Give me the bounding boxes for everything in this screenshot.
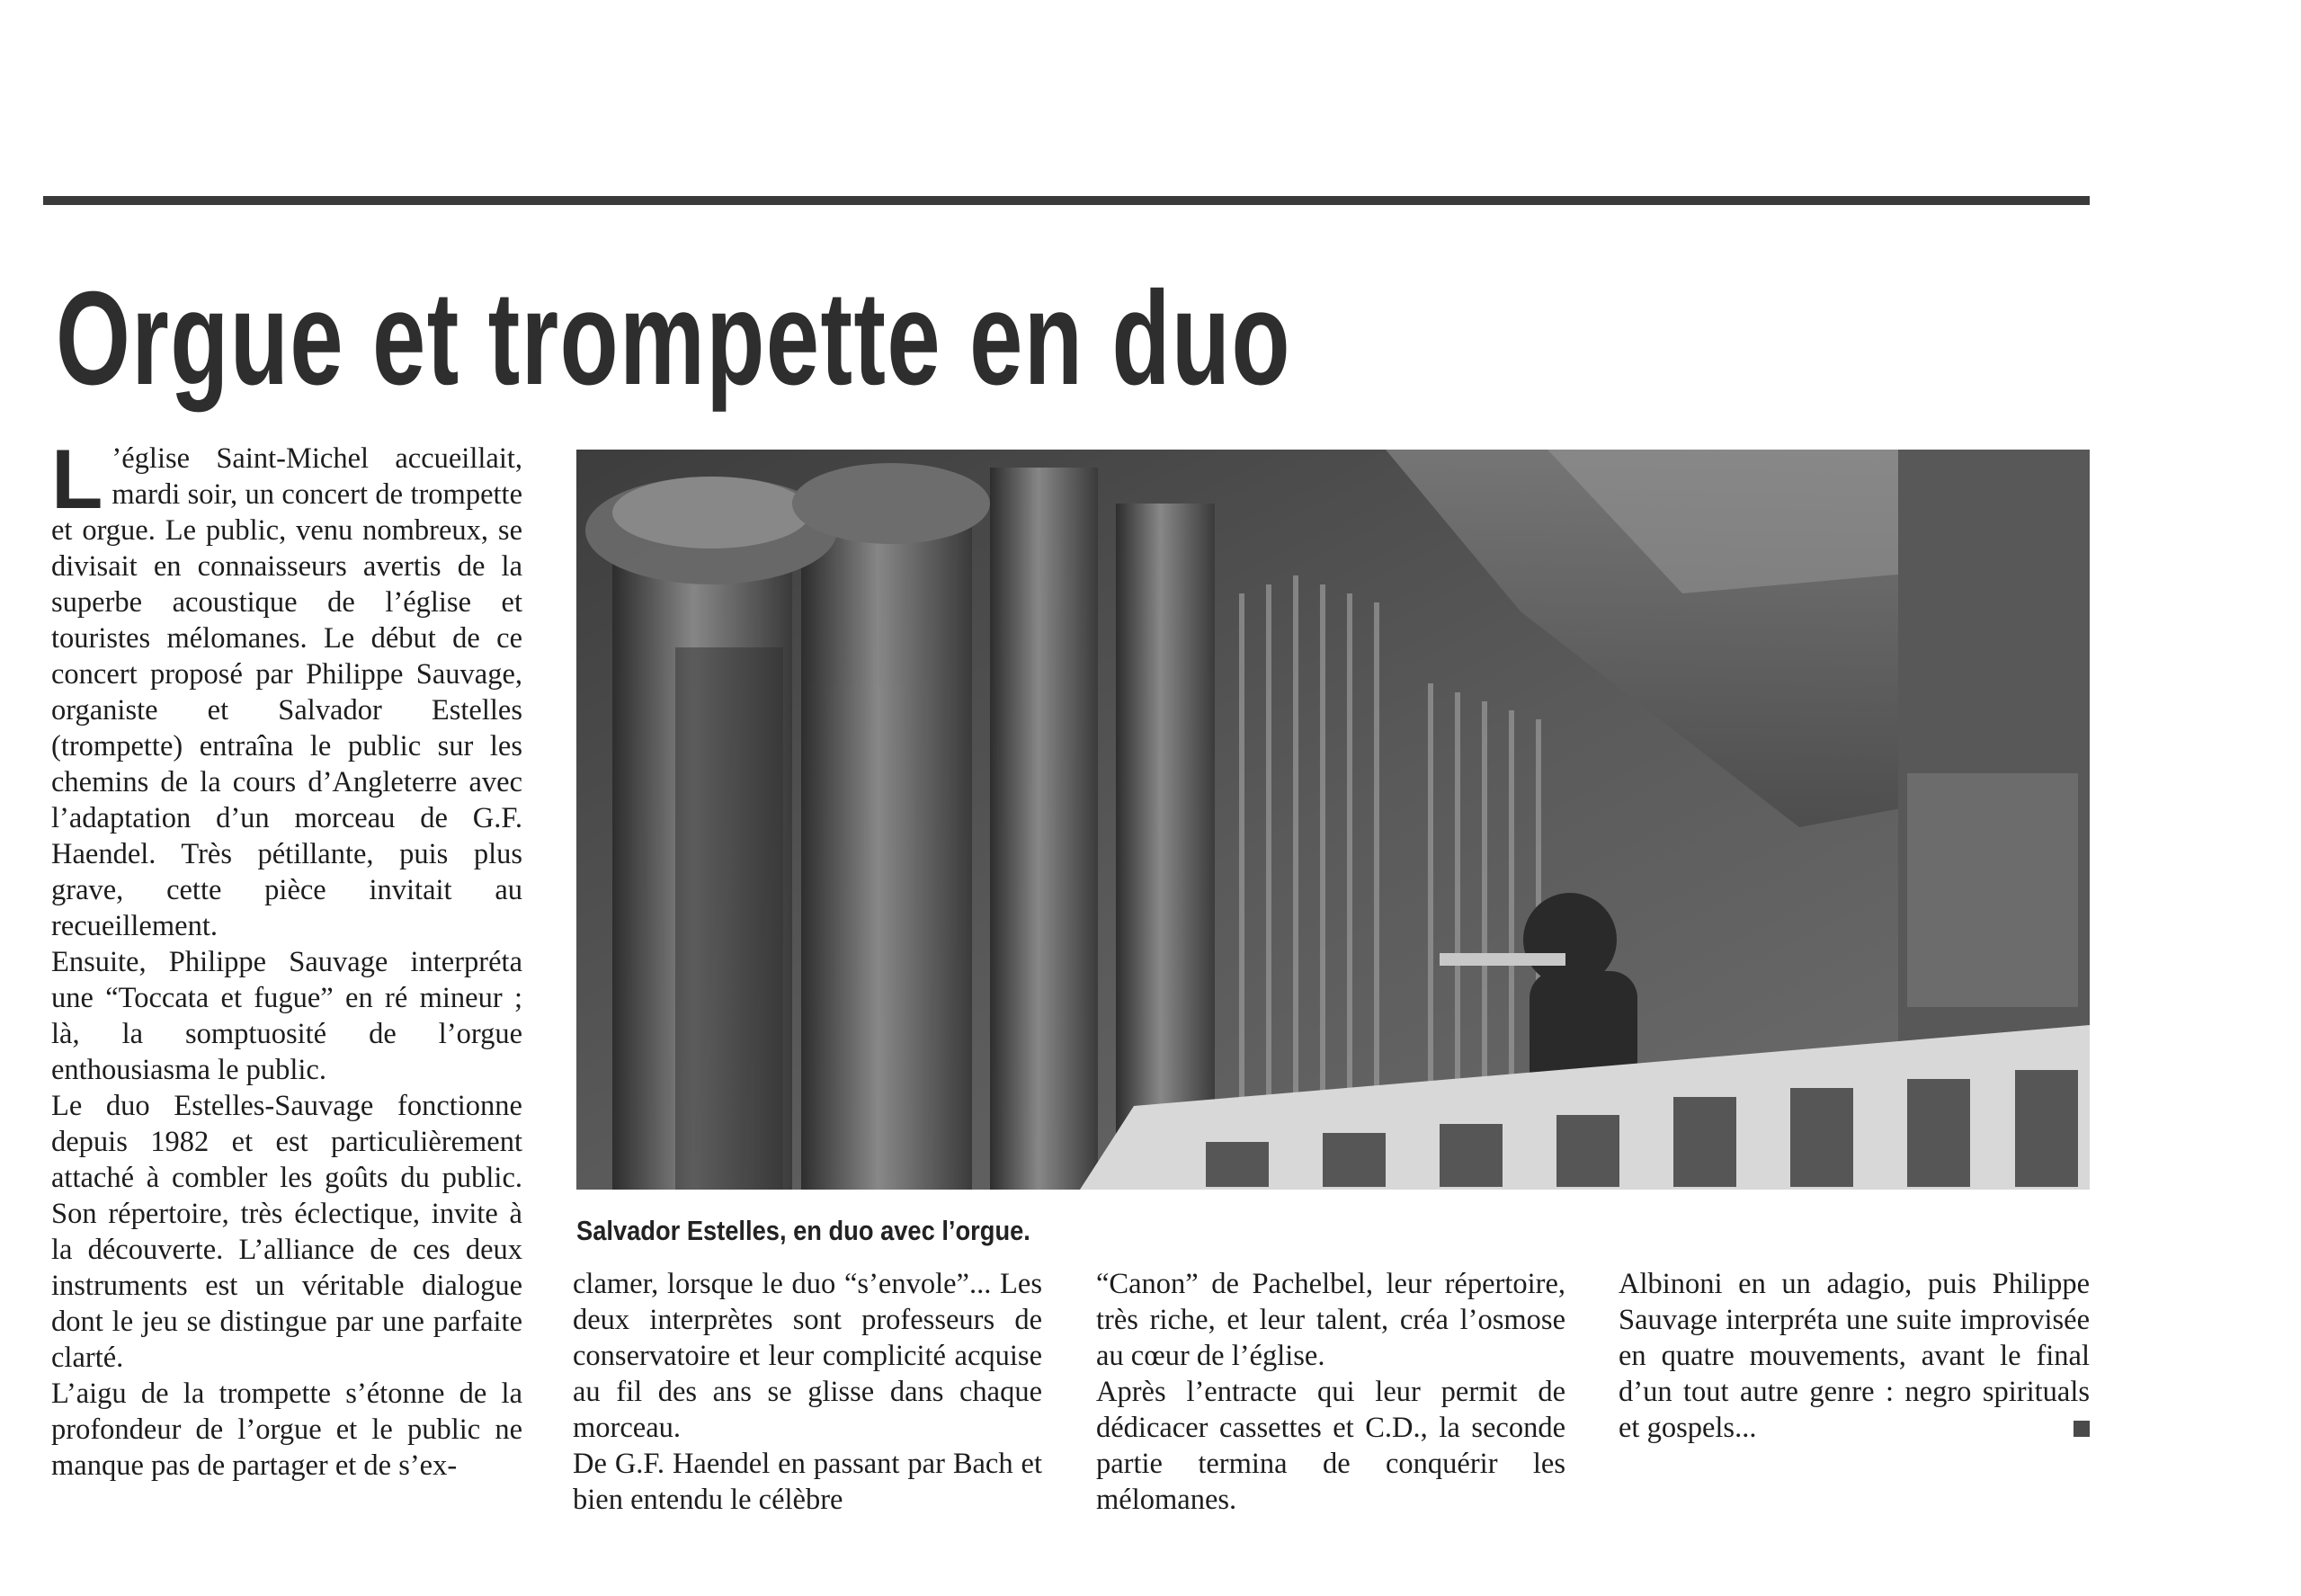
paragraph-final-text: Albinoni en un adagio, puis Philippe Sauvage interpréta une suite improvisée en quatre mouvements, avant le final d’un tout autre genre : negro spirituals et gospels... bbox=[1619, 1268, 2090, 1444]
photo-caption: Salvador Estelles, en duo avec l’orgue. bbox=[576, 1215, 1030, 1246]
paragraph-intro bbox=[51, 432, 522, 944]
paragraph-entracte: Après l’entracte qui leur permit de dédicacer cassettes et C.D., la seconde partie termina de conquérir les mélomanes. bbox=[1096, 1376, 1565, 1516]
paragraph-toccata: Ensuite, Philippe Sauvage interpréta une “Toccata et fugue” en ré mineur ; là, la somptuosité de l’orgue enthousiasma le public. bbox=[51, 946, 522, 1086]
paragraph-s-envole: clamer, lorsque le duo “s’envole”... Les deux interprètes sont professeurs de conservatoire et leur complicité acquise au fil des ans se glisse dans chaque morceau. bbox=[573, 1268, 1042, 1444]
text-column-2 bbox=[573, 1266, 1042, 1518]
drop-cap: L bbox=[51, 432, 103, 526]
end-of-article-square-icon bbox=[2074, 1421, 2090, 1437]
organ-trumpet-image bbox=[576, 450, 2090, 1190]
paragraph-intro-text: ’église Saint-Michel accueillait, mardi soir, un concert de trompette et orgue. Le public, venu nombreux, se divisait en connaisseurs avertis de la superbe acoustique de l’église et touristes mélomanes. Le début de ce concert proposé par Philippe Sauvage, organiste et Salvador Estelles (trompette) entraîna le public sur les chemins de la cours d’Angleterre avec l’adaptation d’un morceau de G.F. Haendel. Très pétillante, puis plus grave, cette pièce invitait au recueillement. bbox=[51, 442, 522, 942]
text-column-4 bbox=[1619, 1266, 2090, 1446]
top-rule bbox=[43, 196, 2090, 205]
article-headline: Orgue et trompette en duo bbox=[56, 264, 1291, 413]
text-column-3 bbox=[1096, 1266, 1565, 1518]
paragraph-canon: “Canon” de Pachelbel, leur répertoire, très riche, et leur talent, créa l’osmose au cœur de l’église. bbox=[1096, 1268, 1565, 1372]
paragraph-aigu: L’aigu de la trompette s’étonne de la profondeur de l’orgue et le public ne manque pas de partager et de s’ex- bbox=[51, 1378, 522, 1482]
paragraph-haendel-bach: De G.F. Haendel en passant par Bach et bien entendu le célèbre bbox=[573, 1448, 1042, 1516]
paragraph-final bbox=[1619, 1266, 2090, 1446]
text-column-1 bbox=[51, 432, 522, 1484]
paragraph-duo: Le duo Estelles-Sauvage fonctionne depuis 1982 et est particulièrement attaché à combler les goûts du public. Son répertoire, très éclectique, invite à la découverte. L’alliance de ces deux instruments est un véritable dialogue dont le jeu se distingue par une parfaite clarté. bbox=[51, 1090, 522, 1374]
concert-photo bbox=[576, 450, 2090, 1190]
